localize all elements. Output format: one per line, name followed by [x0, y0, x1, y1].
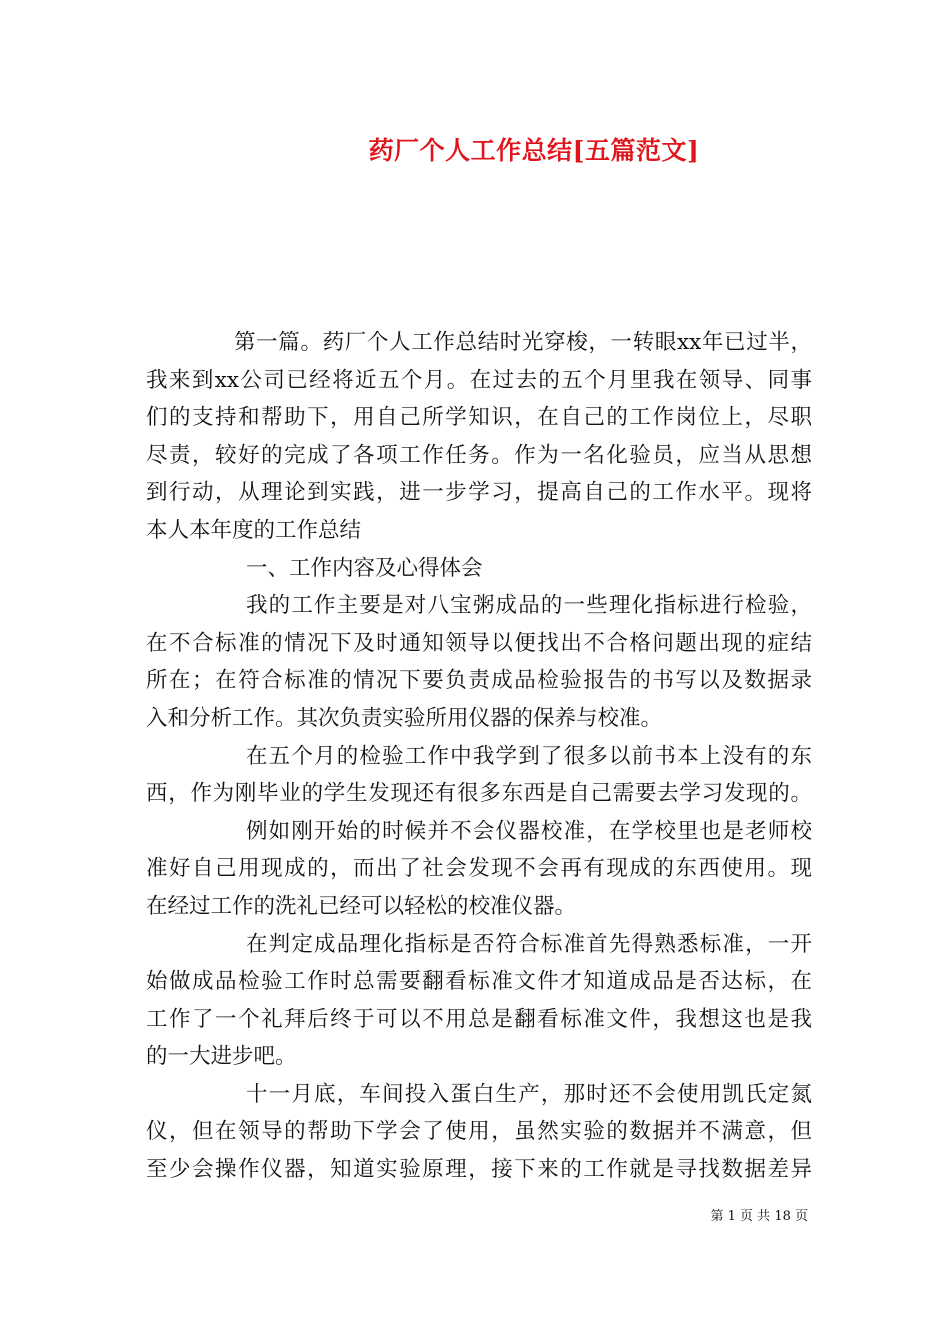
- paragraph-line: 我的工作主要是对八宝粥成品的一些理化指标进行检验，: [246, 593, 812, 619]
- paragraph-line: 所在；在符合标准的情况下要负责成品检验报告的书写以及数据录: [146, 668, 812, 694]
- paragraph-line: 的一大进步吧。: [146, 1044, 297, 1070]
- paragraph-line: 第一篇。药厂个人工作总结时光穿梭，一转眼xx年已过半，: [234, 330, 812, 355]
- paragraph-line: 本人本年度的工作总结: [146, 517, 362, 543]
- paragraph-line: 在经过工作的洗礼已经可以轻松的校准仪器。: [146, 893, 577, 919]
- paragraph-line: 十一月底，车间投入蛋白生产，那时还不会使用凯氏定氮: [246, 1081, 812, 1107]
- paragraph-line: 我来到xx公司已经将近五个月。在过去的五个月里我在领导、同事: [146, 367, 812, 393]
- paragraph-line: 至少会操作仪器，知道实验原理，接下来的工作就是寻找数据差异: [146, 1157, 812, 1183]
- paragraph-line: 入和分析工作。其次负责实验所用仪器的保养与校准。: [146, 705, 663, 731]
- document-title: 药厂个人工作总结[五篇范文]: [368, 136, 700, 165]
- paragraph-line: 始做成品检验工作时总需要翻看标准文件才知道成品是否达标，在: [146, 969, 812, 995]
- paragraph-line: 西，作为刚毕业的学生发现还有很多东西是自己需要去学习发现的。: [146, 781, 812, 807]
- paragraph-line: 在判定成品理化指标是否符合标准首先得熟悉标准，一开: [246, 931, 812, 957]
- paragraph-line: 们的支持和帮助下，用自己所学知识，在自己的工作岗位上，尽职: [146, 405, 812, 431]
- paragraph-line: 在不合标准的情况下及时通知领导以便找出不合格问题出现的症结: [146, 630, 812, 656]
- paragraph-line: 尽责，较好的完成了各项工作任务。作为一名化验员，应当从思想: [146, 442, 812, 468]
- paragraph-line: 仪，但在领导的帮助下学会了使用，虽然实验的数据并不满意，但: [146, 1119, 812, 1145]
- page-number: 第 1 页 共 18 页: [710, 1209, 808, 1224]
- paragraph-line: 到行动，从理论到实践，进一步学习，提高自己的工作水平。现将: [146, 480, 812, 506]
- paragraph-line: 在五个月的检验工作中我学到了很多以前书本上没有的东: [246, 743, 812, 769]
- paragraph-line: 准好自己用现成的，而出了社会发现不会再有现成的东西使用。现: [146, 856, 812, 882]
- document-body: [146, 324, 812, 1189]
- paragraph-line: 工作了一个礼拜后终于可以不用总是翻看标准文件，我想这也是我: [146, 1006, 812, 1032]
- paragraph-line: 例如刚开始的时候并不会仪器校准，在学校里也是老师校: [246, 818, 812, 844]
- section-heading: 一、工作内容及心得体会: [246, 555, 483, 581]
